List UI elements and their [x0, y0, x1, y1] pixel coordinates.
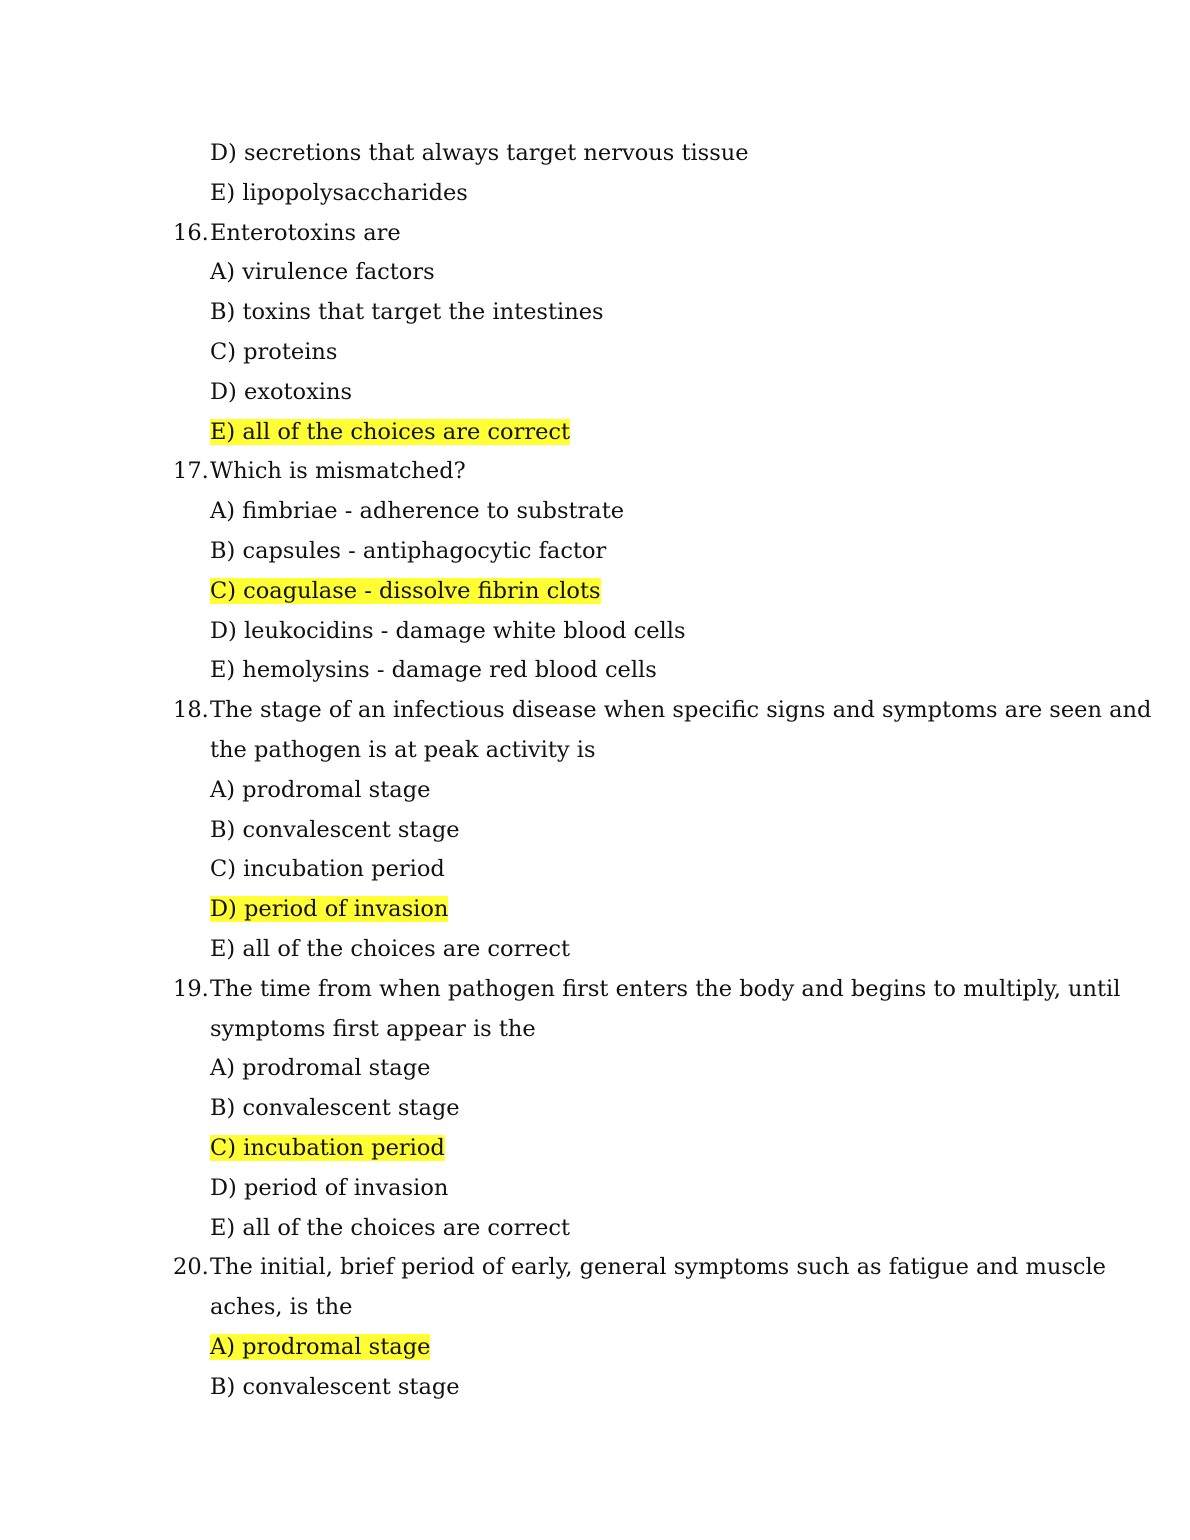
- question-text: aches, is the: [210, 1294, 353, 1321]
- answer-option: [0, 134, 1190, 174]
- answer-option: [0, 1169, 1190, 1209]
- answer-option: [0, 850, 1190, 890]
- question-text: The time from when pathogen first enters the body and begins to multiply, until: [210, 975, 1121, 1002]
- answer-option-text: C) incubation period: [210, 856, 445, 883]
- answer-option-text: E) hemolysins - damage red blood cells: [210, 657, 657, 684]
- question-number: 16.: [173, 219, 209, 246]
- answer-option-text: D) secretions that always target nervous tissue: [210, 140, 749, 166]
- question-text: symptoms first appear is the: [210, 1015, 536, 1042]
- correct-answer-highlight: C) coagulase - dissolve fibrin clots: [210, 577, 601, 604]
- answer-option: [0, 890, 1190, 930]
- answer-option-text: A) virulence factors: [210, 259, 435, 286]
- answer-option: [0, 651, 1190, 691]
- question-line: [0, 1248, 1190, 1288]
- answer-option: [0, 373, 1190, 413]
- question-number: 17.: [173, 458, 209, 485]
- answer-option-text: B) convalescent stage: [210, 1373, 460, 1400]
- answer-option: [0, 333, 1190, 373]
- answer-option-text: E) all of the choices are correct: [210, 935, 571, 962]
- question-text-continued: [0, 731, 1190, 771]
- question-text: Which is mismatched?: [210, 458, 466, 485]
- correct-answer-highlight: A) prodromal stage: [210, 1333, 431, 1360]
- answer-option: [0, 771, 1190, 811]
- answer-option-text: D) leukocidins - damage white blood cells: [210, 617, 686, 644]
- answer-option: [0, 413, 1190, 453]
- question-text: Enterotoxins are: [210, 219, 401, 246]
- document-page: [0, 134, 1190, 1408]
- answer-option: [0, 174, 1190, 214]
- answer-option-text: D) exotoxins: [210, 378, 353, 405]
- answer-option-text: A) prodromal stage: [210, 1055, 431, 1082]
- answer-option-text: A) fimbriae - adherence to substrate: [210, 498, 625, 525]
- question-text-continued: [0, 1288, 1190, 1328]
- answer-option-text: B) capsules - antiphagocytic factor: [210, 537, 607, 564]
- question-line: [0, 691, 1190, 731]
- question-line: [0, 214, 1190, 254]
- answer-option-text: E) all of the choices are correct: [210, 1214, 571, 1241]
- answer-option: [0, 1328, 1190, 1368]
- answer-option-text: C) proteins: [210, 338, 338, 365]
- answer-option: [0, 492, 1190, 532]
- answer-option: [0, 532, 1190, 572]
- correct-answer-highlight: C) incubation period: [210, 1134, 445, 1161]
- question-number: 18.: [173, 697, 209, 724]
- question-text: The stage of an infectious disease when specific signs and symptoms are seen and: [210, 697, 1152, 724]
- answer-option: [0, 1129, 1190, 1169]
- answer-option: [0, 293, 1190, 333]
- question-number: 19.: [173, 975, 209, 1002]
- answer-option: [0, 1209, 1190, 1249]
- question-line: [0, 970, 1190, 1010]
- answer-option-text: B) toxins that target the intestines: [210, 299, 604, 326]
- correct-answer-highlight: E) all of the choices are correct: [210, 418, 571, 445]
- answer-option-text: E) lipopolysaccharides: [210, 179, 468, 206]
- answer-option: [0, 612, 1190, 652]
- question-text-continued: [0, 1010, 1190, 1050]
- answer-option-text: B) convalescent stage: [210, 1095, 460, 1122]
- correct-answer-highlight: D) period of invasion: [210, 896, 449, 923]
- answer-option: [0, 253, 1190, 293]
- question-text: the pathogen is at peak activity is: [210, 736, 596, 763]
- question-line: [0, 452, 1190, 492]
- answer-option: [0, 1368, 1190, 1408]
- answer-option-text: D) period of invasion: [210, 1174, 449, 1201]
- question-text: The initial, brief period of early, general symptoms such as fatigue and muscle: [210, 1254, 1107, 1281]
- answer-option-text: B) convalescent stage: [210, 816, 460, 843]
- answer-option: [0, 1049, 1190, 1089]
- answer-option: [0, 930, 1190, 970]
- answer-option: [0, 572, 1190, 612]
- question-number: 20.: [173, 1254, 209, 1281]
- answer-option-text: A) prodromal stage: [210, 776, 431, 803]
- answer-option: [0, 1089, 1190, 1129]
- answer-option: [0, 811, 1190, 851]
